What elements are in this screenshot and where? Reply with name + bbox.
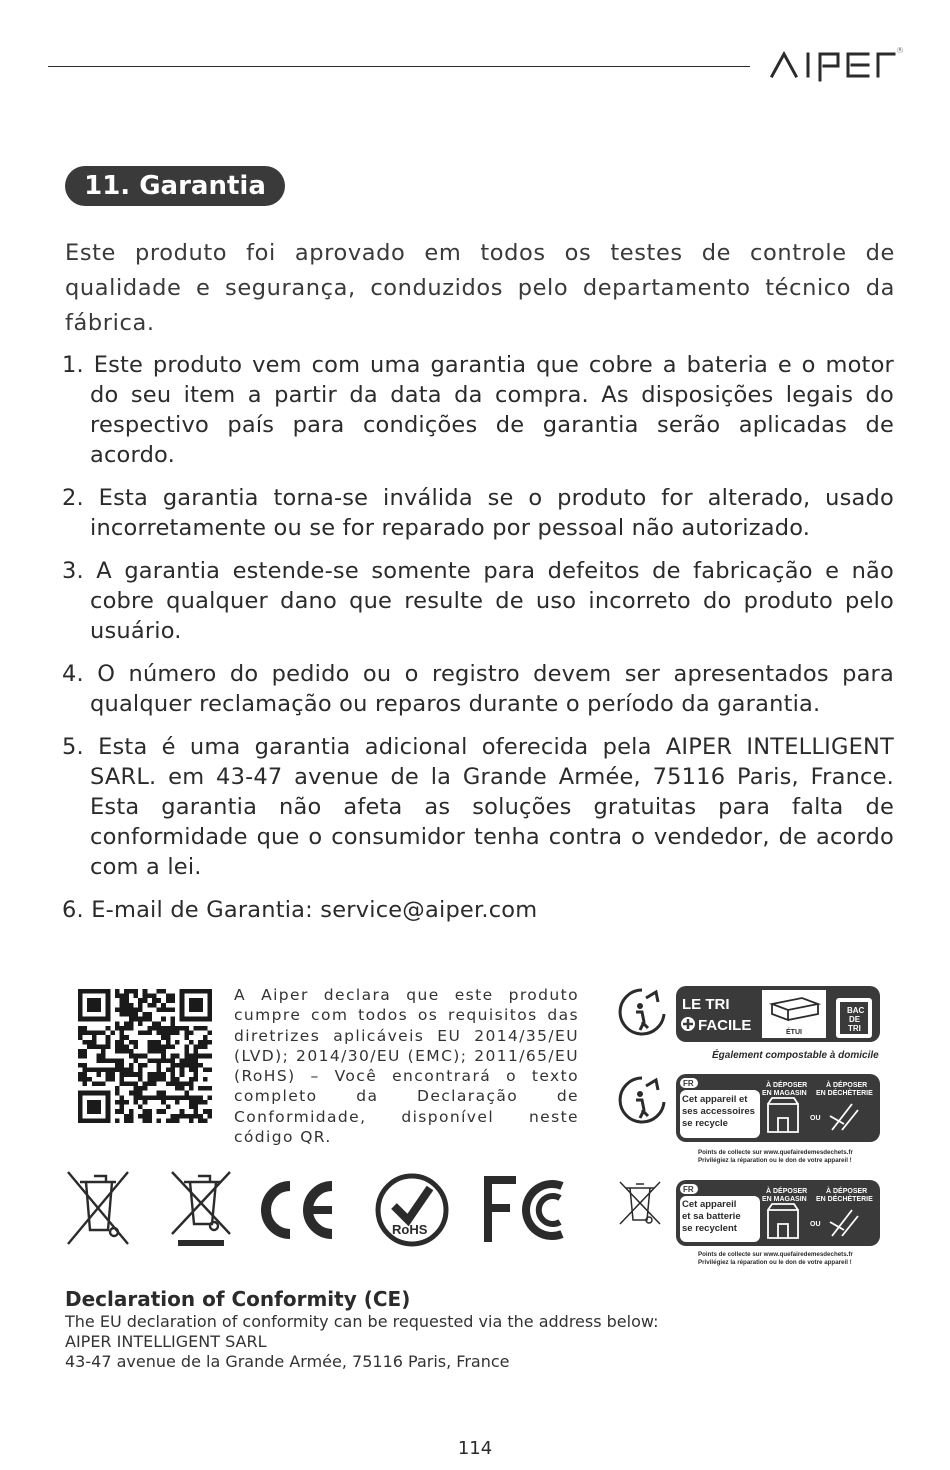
panel2-line-3: se recyclent <box>682 1223 737 1234</box>
fr-badge: FR <box>683 1079 694 1088</box>
panel1-line-2: ses accessoires <box>682 1106 755 1117</box>
warranty-item-1: 1. Este produto vem com uma garantia que cobre a bateria e o motor do seu item a partir da data da compra. As disposições legais do respectivo país para condições de garantia serão aplicadas de acordo. <box>62 352 894 468</box>
header-rule <box>48 66 750 67</box>
aiper-logo-mark <box>768 44 908 84</box>
triman-le-tri-panel <box>616 984 882 1064</box>
deposer-magasin-4: EN MAGASIN <box>762 1196 807 1203</box>
ou-label-2: OU <box>810 1221 821 1228</box>
points-line-1: Points de collecte sur www.quefairedemesdechets.fr <box>698 1149 853 1156</box>
deposer-magasin-2: EN MAGASIN <box>762 1090 807 1097</box>
registered-mark: ® <box>896 46 907 55</box>
conformity-address: 43-47 avenue de la Grande Armée, 75116 Paris, France <box>65 1352 510 1371</box>
conformity-company: AIPER INTELLIGENT SARL <box>65 1332 267 1351</box>
deposer-decheterie-1: À DÉPOSER <box>826 1082 868 1089</box>
weee-small-icon <box>620 1182 660 1224</box>
aiper-logo <box>768 44 908 93</box>
rohs-mark-icon <box>378 1176 446 1244</box>
fcc-mark-icon <box>488 1180 562 1242</box>
points-line-4: Privilégiez la réparation ou le don de votre appareil ! <box>698 1259 852 1266</box>
fr-badge-2: FR <box>683 1185 694 1194</box>
warranty-list <box>62 350 894 938</box>
deposer-decheterie-2: EN DÉCHÈTERIE <box>816 1090 873 1097</box>
bac-label: BAC <box>847 1006 865 1015</box>
triman-head-icon <box>637 1003 643 1009</box>
deposer-magasin-1: À DÉPOSER <box>766 1082 808 1089</box>
panel1-line-1: Cet appareil et <box>682 1094 748 1105</box>
points-line-3: Points de collecte sur www.quefairedemesdechets.fr <box>698 1251 853 1258</box>
le-tri-label: LE TRI <box>682 996 730 1013</box>
rohs-label: RoHS <box>392 1222 428 1237</box>
etui-label: ÉTUI <box>786 1029 802 1036</box>
qr-code[interactable] <box>78 989 212 1123</box>
weee-bin-icon <box>68 1172 128 1244</box>
panel1-line-3: se recycle <box>682 1118 728 1129</box>
page-number: 114 <box>457 1438 493 1459</box>
declaration-text: A Aiper declara que este produto cumpre com todos os requisitos das diretrizes aplicáveis EU 2014/35/EU (LVD); 2014/30/EU (EMC); 2011/65/EU (RoHS) – Você encontrará o texto completo da Declaração de Conformidade, disponível neste código QR. <box>234 986 579 1147</box>
warranty-item-2: 2. Esta garantia torna-se inválida se o produto for alterado, usado incorretamente ou se for reparado por pessoal não autorizado. <box>62 485 894 541</box>
deposer-decheterie-3: À DÉPOSER <box>826 1188 868 1195</box>
warranty-item-4: 4. O número do pedido ou o registro devem ser apresentados para qualquer reclamação ou reparos durante o período da garantia. <box>62 661 894 717</box>
ce-mark-icon <box>266 1186 332 1234</box>
warranty-item-6: 6. E-mail de Garantia: service@aiper.com <box>62 897 538 923</box>
section-title: 11. Garantia <box>65 166 285 206</box>
triman-accessories-panel <box>616 1072 882 1166</box>
compliance-marks <box>64 1168 574 1252</box>
conformity-line-1: The EU declaration of conformity can be requested via the address below: <box>65 1312 659 1331</box>
warranty-item-5: 5. Esta é uma garantia adicional oferecida pela AIPER INTELLIGENT SARL. em 43-47 avenue de la Grande Armée, 75116 Paris, France. Esta garantia não afeta as soluções gratuitas para falta de conformidade que o consumidor tenha contra o vendedor, de acordo com a lei. <box>62 734 894 880</box>
de-label: DE <box>849 1015 861 1024</box>
compostable-note: Également compostable à domicile <box>712 1050 879 1061</box>
weee-bin-bar-icon <box>172 1172 230 1234</box>
deposer-decheterie-4: EN DÉCHÈTERIE <box>816 1196 873 1203</box>
panel2-line-1: Cet appareil <box>682 1199 737 1210</box>
panel2-line-2: et sa batterie <box>682 1211 741 1222</box>
points-line-2: Privilégiez la réparation ou le don de votre appareil ! <box>698 1157 852 1164</box>
intro-paragraph: Este produto foi aprovado em todos os testes de controle de qualidade e segurança, conduzidos pelo departamento técnico da fábrica. <box>65 240 895 336</box>
ou-label: OU <box>810 1115 821 1122</box>
conformity-title: Declaration of Conformity (CE) <box>65 1287 411 1311</box>
triman-battery-panel <box>616 1178 882 1268</box>
warranty-item-3: 3. A garantia estende-se somente para defeitos de fabricação e não cobre qualquer dano que resulte de uso incorreto do produto pelo usuário. <box>62 558 894 644</box>
tri-label: TRI <box>848 1024 861 1033</box>
weee-bar <box>178 1240 224 1246</box>
deposer-magasin-3: À DÉPOSER <box>766 1188 808 1195</box>
facile-label: FACILE <box>698 1017 752 1034</box>
